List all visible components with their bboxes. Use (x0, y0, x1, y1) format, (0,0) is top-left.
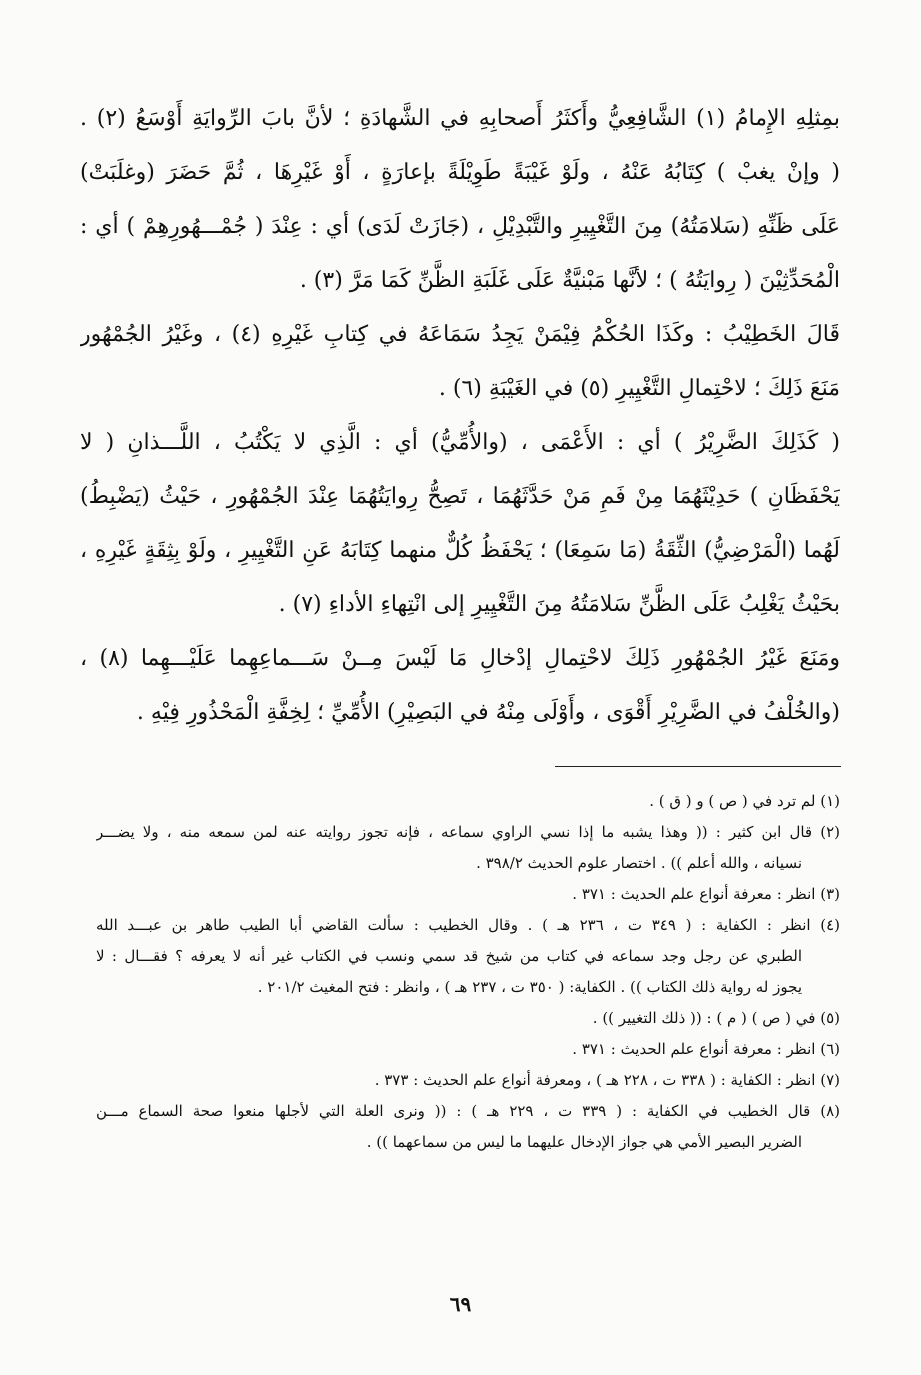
footnote-line: (٧) انظر : الكفاية : ( ٣٣٨ ت ، ٢٢٨ هـ ) ، ومعرفة أنواع علم الحديث : ٣٧٣ . (374, 1071, 840, 1089)
text-line: يَحْفَظَانِ ) حَدِيْثَهُمَا مِنْ فَمِ مَنْ حَدَّثَهُمَا ، تَصِحُّ رِوايَتُهُمَا عِنْدَ الجُمْهُورِ ، حَيْثُ (يَضْبِطُ) (80, 484, 840, 509)
footnote-line: الطبري عن رجل وجد سماعه في كتاب من شيخ قد سمي ونسب في الكتاب غير أنه لا يعرفه ؟ فقـــال : لا (96, 947, 802, 965)
text-line: عَلَى ظَنِّهِ (سَلامَتُهُ) مِنَ التَّغْيِيرِ والتَّبْدِيْلِ ، (جَازَتْ لَدَى) أي : عِنْدَ ( جُمْـــهُورِهِمْ ) أي : (80, 214, 840, 239)
footnote-divider (555, 766, 841, 767)
footnote-line: (٥) في ( ص ) ( م ) : (( ذلك التغيير )) . (592, 1009, 840, 1027)
text-line: بحَيْثُ يَغْلِبُ عَلَى الظَّنِّ سَلامَتُهُ مِنَ التَّغْيِيرِ إلى انْتِهاءِ الأداءِ (٧) . (278, 592, 840, 617)
footnote-line: (٢) قال ابن كثير : (( وهذا يشبه ما إذا نسي الراوي سماعه ، فإنه تجوز روايته عنه لمن سمعه منه ، ولا يضـــر (96, 823, 840, 841)
footnote-line: (١) لم ترد في ( ص ) و ( ق ) . (649, 792, 840, 810)
footnote-line: (٨) قال الخطيب في الكفاية : ( ٣٣٩ ت ، ٢٢٩ هـ ) : (( ونرى العلة التي لأجلها منعوا صحة السماع مـــن (96, 1102, 840, 1120)
text-line: الْمُحَدِّثِيْنَ ( رِوايَتُهُ ) ؛ لأنَّها مَبْنيَّةٌ عَلَى غَلَبَةِ الظَّنِّ كَمَا مَرَّ (٣) . (299, 268, 840, 293)
footnote-line: (٣) انظر : معرفة أنواع علم الحديث : ٣٧١ . (572, 885, 840, 903)
text-line: لَهُما (الْمَرْضِيُّ) الثِّقَةُ (مَا سَمِعَا) ؛ يَحْفَظُ كُلٌّ منهما كِتَابَهُ عَنِ التَّغْيِيرِ ، ولَوْ بِثِقَةٍ غَيْرِهِ ، (80, 538, 840, 563)
page-number: ٦٩ (449, 1292, 472, 1316)
text-line: مَنَعَ ذَلِكَ ؛ لاحْتِمالِ التَّغْيِيرِ (٥) في الغَيْبَةِ (٦) . (438, 376, 840, 401)
footnote-line: (٤) انظر : الكفاية : ( ٣٤٩ ت ، ٢٣٦ هـ ) . وقال الخطيب : سألت القاضي أبا الطيب طاهر بن عبـــد الله (96, 916, 840, 934)
footnotes (96, 786, 840, 1158)
footnote-line: يجوز له رواية ذلك الكتاب )) . الكفاية: ( ٣٥٠ ت ، ٢٣٧ هـ ) ، وانظر : فتح المغيث ٢٠١/٢ . (257, 978, 802, 996)
footnote-line: (٦) انظر : معرفة أنواع علم الحديث : ٣٧١ . (572, 1040, 840, 1058)
text-line: قَالَ الخَطِيْبُ : وكَذَا الحُكْمُ فِيْمَنْ يَجِدُ سَمَاعَهُ في كِتابِ غَيْرِهِ (٤) ، وغَيْرُ الجُمْهُور (80, 322, 840, 347)
text-line: ( وإنْ يغبْ ) كِتَابُهُ عَنْهُ ، ولَوْ غَيْبَةً طَوِيْلَةً بإعارَةٍ ، أَوْ غَيْرِهَا ، ثُمَّ حَضَرَ (وغلَبَتْ) (80, 160, 840, 185)
text-line: ومَنَعَ غَيْرُ الجُمْهُورِ ذَلِكَ لاحْتِمالِ إدْخالِ مَا لَيْسَ مِــنْ سَـــماعِهِما عَلَيْـــهِما (٨) ، (80, 646, 840, 671)
main-text (80, 92, 840, 740)
footnote-line: الضرير البصير الأمي هي جواز الإدخال عليهما ما ليس من سماعهما )) . (366, 1133, 802, 1151)
text-line: (والخُلْفُ في الضَّرِيْرِ أَقْوَى ، وأَوْلَى مِنْهُ في البَصِيْرِ) الأُمِّيِّ ؛ لِخِفَّةِ الْمَحْذُورِ فِيْهِ . (136, 700, 840, 725)
text-line: بمِثلِهِ الإِمامُ (١) الشَّافِعِيُّ وأَكثَرُ أَصحابِهِ في الشَّهادَةِ ؛ لأنَّ بابَ الرِّوايَةِ أَوْسَعُ (٢) . (80, 106, 840, 131)
footnote-line: نسيانه ، والله أعلم )) . اختصار علوم الحديث ٣٩٨/٢ . (476, 854, 802, 872)
text-line: ( كَذَلِكَ الضَّرِيْرُ ) أي : الأَعْمَى ، (والأُمِّيُّ) أي : الَّذِي لا يَكْتُبُ ، اللَّـــذانِ ( لا (80, 430, 840, 455)
